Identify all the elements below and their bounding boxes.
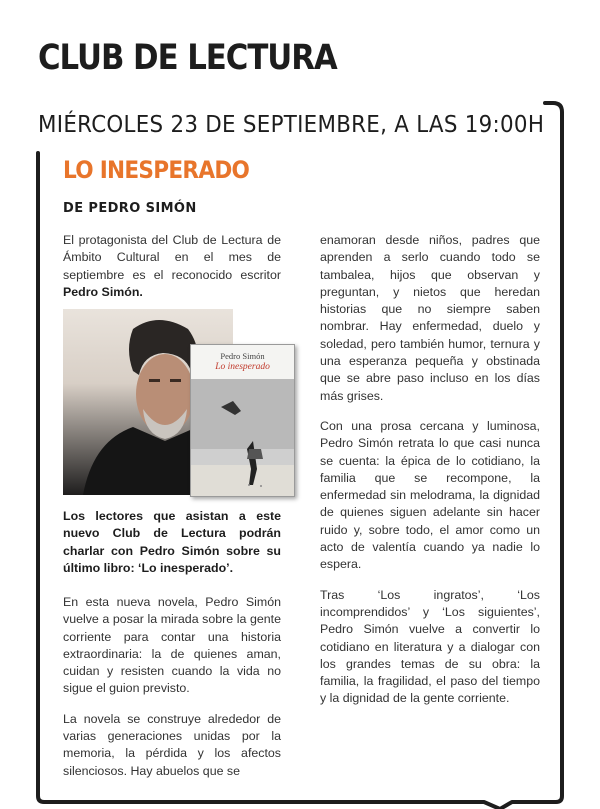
column-1-body — [63, 594, 281, 793]
highlight-paragraph: Los lectores que asistan a este nuevo Club de Lectura podrán charlar con Pedro Simón sobre su último libro: ‘Lo inesperado’. — [63, 509, 281, 575]
column-1-paragraph-2: La novela se construye alrededor de varias generaciones unidas por la memoria, la pérdida y los afectos silenciosos. Hay abuelos que se — [63, 711, 281, 778]
author-line: DE PEDRO SIMÓN — [63, 201, 197, 216]
intro-text: El protagonista del Club de Lectura de Ámbito Cultural en el mes de septiembre es el reconocido escritor — [63, 233, 281, 282]
highlight-column — [63, 508, 281, 590]
page-title: CLUB DE LECTURA — [38, 38, 337, 78]
book-cover — [190, 344, 295, 497]
intro-column — [63, 232, 281, 314]
column-1-paragraph-1: En esta nueva novela, Pedro Simón vuelve a posar la mirada sobre la gente corriente para contar una historia extraordinaria: la de quienes aman, cuidan y resisten cuando la vida no sigue el guion previsto. — [63, 595, 281, 696]
intro-author-name: Pedro Simón. — [63, 284, 143, 299]
book-title: LO INESPERADO — [63, 156, 250, 184]
event-date: MIÉRCOLES 23 DE SEPTIEMBRE, A LAS 19:00H — [38, 112, 545, 138]
photo-group — [63, 309, 293, 495]
column-2-paragraph-1: enamoran desde niños, padres que aprenden a serlo cuando todo se tambalea, hijos que observan y preguntan, y nietos que heredan historias que no siempre saben nombrar. Hay enfermedad, duelo y soledad, pero también humor, ternura y una esperanza pequeña y obstinada que se abre paso incluso en los días más grises. — [320, 233, 540, 403]
column-2-paragraph-2: Con una prosa cercana y luminosa, Pedro Simón retrata lo que casi nunca se cuenta: la épica de lo cotidiano, la familia que se recompone, la enfermedad sin melodrama, la dignidad de quienes siguen adelante sin hacer ruido y, sobre todo, el amor como un acto de valentía cuando ya nadie lo espera. — [320, 418, 540, 572]
cover-author: Pedro Simón — [220, 351, 265, 361]
column-2-body — [320, 232, 540, 721]
intro-paragraph — [63, 232, 281, 301]
column-2-paragraph-3: Tras ‘Los ingratos’, ‘Los incomprendidos’ y ‘Los siguientes’, Pedro Simón vuelve a convertir lo cotidiano en literatura y a dialogar con los grandes temas de su obra: la familia, la fragilidad, el paso del tiempo y la dignidad de la gente corriente. — [320, 587, 540, 706]
cover-title: Lo inesperado — [215, 362, 270, 372]
